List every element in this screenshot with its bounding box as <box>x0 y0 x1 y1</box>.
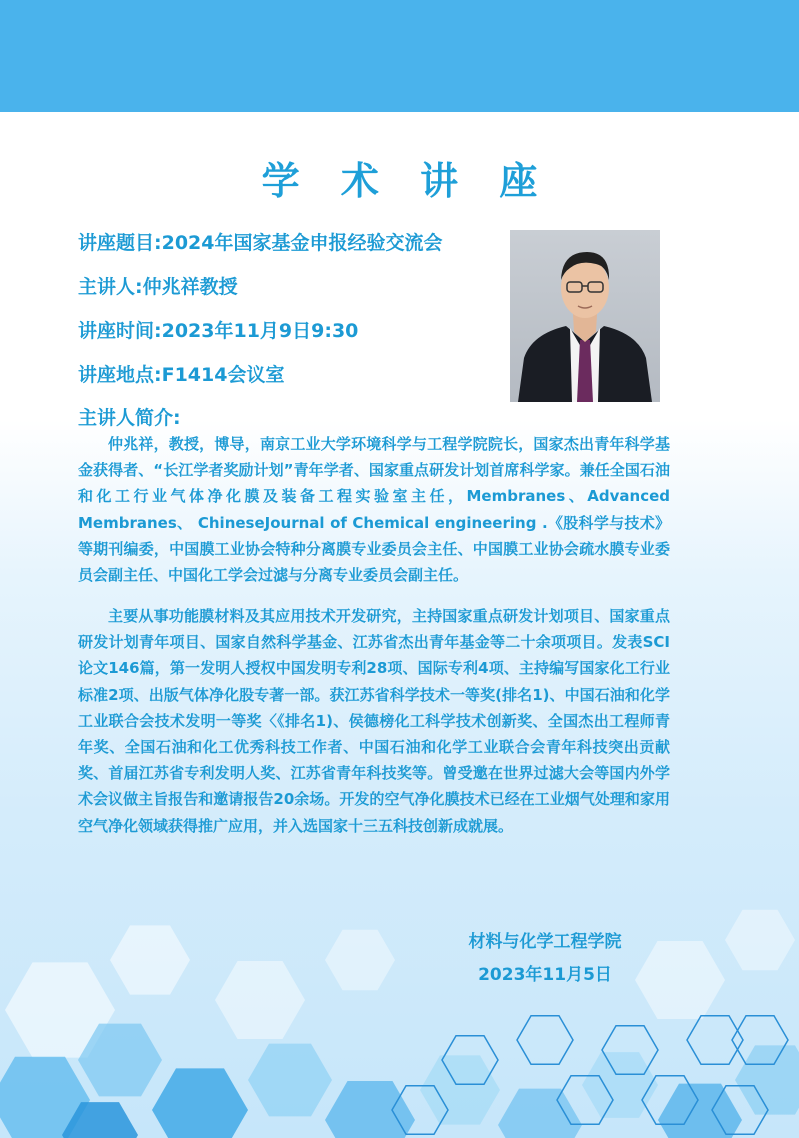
bio-heading: 主讲人简介: <box>78 407 181 429</box>
page-title: 学 术 讲 座 <box>261 159 552 203</box>
bio-paragraph-2: 主要从事功能膜材料及其应用技术开发研究，主持国家重点研发计划项目、国家重点研发计划青年项目、国家自然科学基金、江苏省杰出青年基金等二十余项项目。发表SCI论文146篇，第一发明人授权中国发明专利28项、国际专利4项、主持编写国家化工行业标准2项、出版气体净化股专著一部。获江苏省科学技术一等奖(排名1)、中国石油和化学工业联合会技术发明一等奖〈《排名1)、侯德榜化工科学技术创新奖、全国杰出工程师青年奖、全国石油和化工优秀科技工作者、中国石油和化学工业联合会青年科技突出贡献奖、首届江苏省专利发明人奖、江苏省青年科技奖等。曾受邀在世界过滤大会等国内外学术会议做主旨报告和邀请报告20余场。开发的空气净化膜技术已经在工业烟气处理和家用空气净化领域获得推广应用，并入选国家十三五科技创新成就展。 <box>78 607 670 835</box>
lecture-venue: 讲座地点:F1414会议室 <box>78 364 285 386</box>
lecture-topic: 讲座题目:2024年国家基金申报经验交流会 <box>78 232 443 254</box>
signature-organization: 材料与化学工程学院 <box>468 932 622 952</box>
bio-paragraph-1: 仲兆祥，教授，博导，南京工业大学环境科学与工程学院院长，国家杰出青年科学基金获得者、“长江学者奖励计划”青年学者、国家重点研发计划首席科学家。兼任全国石油和化工行业气体净化膜及装备工程实验室主任，Membranes、Advanced Membranes、 ChineseJournal of Chemical engineering .《股科学与技术》等期刊编委，中国膜工业协会特种分离膜专业委员会主任、中国膜工业协会疏水膜专业委员会副主任、中国化工学会过滤与分离专业委员会副主任。 <box>78 435 670 585</box>
top-banner <box>0 0 799 112</box>
signature-date: 2023年11月5日 <box>478 965 612 985</box>
lecture-speaker: 主讲人:仲兆祥教授 <box>78 276 238 298</box>
lecture-time: 讲座时间:2023年11月9日9:30 <box>78 320 359 342</box>
speaker-photo <box>510 230 660 402</box>
